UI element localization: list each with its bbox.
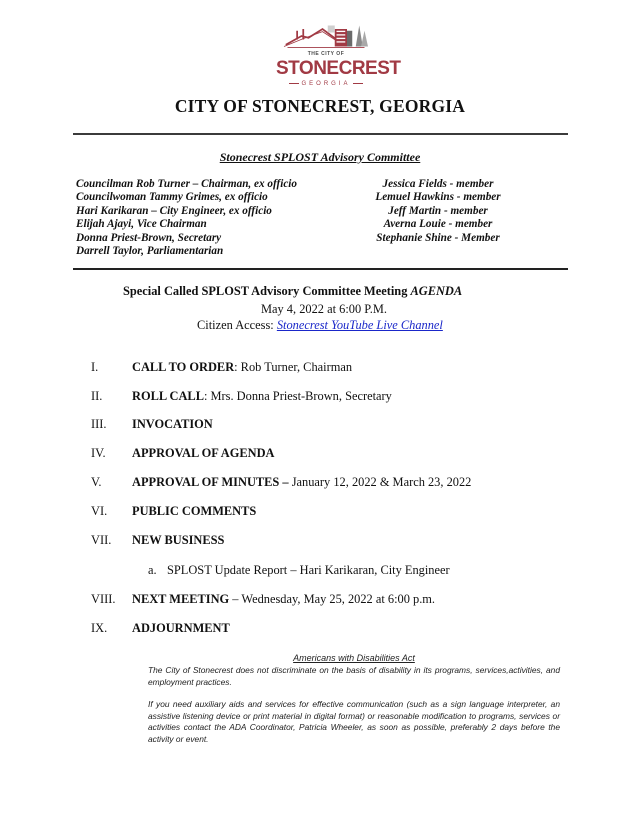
agenda-text xyxy=(132,417,213,432)
ada-accommodation: If you need auxiliary aids and services for effective communication (such as a sign language interpreter, an assistive listening device or print material in digital format) or reasonable modification to programs, services or activities contact the ADA Coordinator, Patricia Wheeler, as soon as possible, preferably 2 days before the activity or event. xyxy=(148,699,560,744)
member-entry: Darrell Taylor, Parliamentarian xyxy=(76,245,224,258)
meeting-title-main: Special Called SPLOST Advisory Committee Meeting xyxy=(123,284,411,298)
agenda-heading: ADJOURNMENT xyxy=(132,621,230,635)
agenda-number: VI. xyxy=(91,504,108,518)
youtube-channel-link[interactable]: Stonecrest YouTube Live Channel xyxy=(276,318,443,332)
agenda-heading: APPROVAL OF AGENDA xyxy=(132,446,275,460)
header-divider xyxy=(73,133,568,135)
committee-name: Stonecrest SPLOST Advisory Committee xyxy=(219,150,421,164)
meeting-title-agenda: AGENDA xyxy=(410,284,463,298)
agenda-heading: NEXT MEETING xyxy=(132,592,230,606)
members-right-column xyxy=(363,178,513,245)
ada-heading: Americans with Disabilities Act xyxy=(293,653,415,663)
member-entry: Lemuel Hawkins - member xyxy=(375,191,501,204)
member-entry: Councilman Rob Turner – Chairman, ex officio xyxy=(76,178,297,190)
agenda-detail: – Wednesday, May 25, 2022 at 6:00 p.m. xyxy=(229,592,436,606)
members-left-column xyxy=(76,178,297,258)
agenda-heading: NEW BUSINESS xyxy=(132,533,225,547)
logo-sub-text xyxy=(276,81,376,88)
member-entry: Jeff Martin - member xyxy=(388,204,488,217)
meeting-date: May 4, 2022 at 6:00 P.M. xyxy=(261,302,387,316)
skyline-icon xyxy=(276,22,376,50)
member-entry: Jessica Fields - member xyxy=(382,178,494,190)
agenda-detail: January 12, 2022 & March 23, 2022 xyxy=(288,475,472,489)
member-entry: Donna Priest-Brown, Secretary xyxy=(76,231,222,244)
agenda-text xyxy=(132,504,256,519)
member-entry: Elijah Ajayi, Vice Chairman xyxy=(76,218,207,231)
agenda-heading: INVOCATION xyxy=(132,417,213,431)
member-entry: Averna Louie - member xyxy=(383,218,493,231)
agenda-text xyxy=(132,475,471,490)
agenda-number: VIII. xyxy=(91,592,116,606)
agenda-heading: APPROVAL OF MINUTES – xyxy=(132,475,289,489)
ada-statement: The City of Stonecrest does not discriminate on the basis of disability in its programs, services,activities, and employment practices. xyxy=(148,665,560,687)
city-logo xyxy=(276,22,401,92)
agenda-number: I. xyxy=(91,360,99,374)
member-entry: Councilwoman Tammy Grimes, ex officio xyxy=(76,191,268,204)
agenda-text xyxy=(132,592,435,607)
agenda-detail: : Rob Turner, Chairman xyxy=(234,360,353,374)
agenda-text xyxy=(132,360,352,375)
agenda-number: IV. xyxy=(91,446,106,460)
agenda-number: IX. xyxy=(91,621,108,635)
agenda-number: V. xyxy=(91,475,102,489)
agenda-heading: PUBLIC COMMENTS xyxy=(132,504,257,518)
logo-sub-label: GEORGIA xyxy=(301,81,351,87)
agenda-text xyxy=(132,389,392,404)
agenda-text xyxy=(132,621,230,636)
agenda-number: VII. xyxy=(91,533,112,547)
logo-top-text: THE CITY OF xyxy=(307,51,345,57)
citizen-access xyxy=(197,318,443,333)
member-entry: Hari Karikaran – City Engineer, ex officio xyxy=(76,204,272,217)
agenda-text xyxy=(132,446,275,461)
agenda-sub-item xyxy=(148,563,450,578)
logo-main-text: STONECREST xyxy=(276,58,401,79)
agenda-heading: ROLL CALL xyxy=(132,389,204,403)
agenda-heading: CALL TO ORDER xyxy=(132,360,235,374)
citizen-access-label: Citizen Access: xyxy=(197,318,277,332)
agenda-detail: : Mrs. Donna Priest-Brown, Secretary xyxy=(203,389,392,403)
agenda-number: II. xyxy=(91,389,103,403)
meeting-title xyxy=(123,284,462,299)
members-divider xyxy=(73,268,568,270)
ada-section xyxy=(148,652,560,745)
agenda-number: III. xyxy=(91,417,107,431)
member-entry: Stephanie Shine - Member xyxy=(376,231,500,244)
sub-item-text: SPLOST Update Report – Hari Karikaran, City Engineer xyxy=(167,563,450,577)
agenda-text xyxy=(132,533,224,548)
document-title: CITY OF STONECREST, GEORGIA xyxy=(174,96,466,116)
sub-item-letter: a. xyxy=(148,563,157,577)
